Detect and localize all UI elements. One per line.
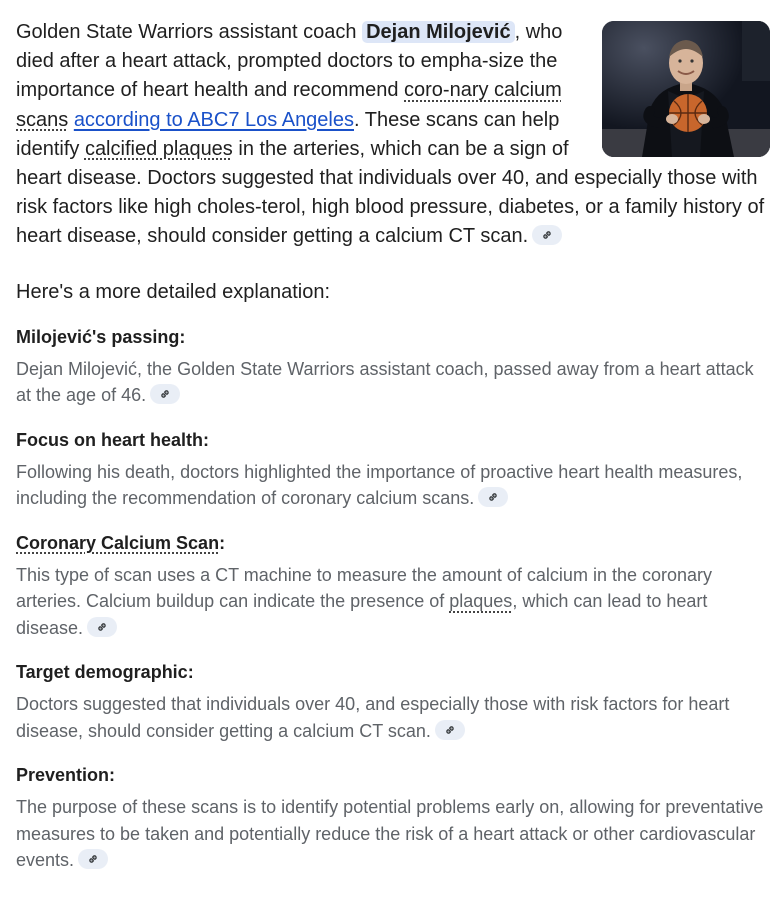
section-body [16, 356, 772, 409]
term-calcified-plaques[interactable]: calcified plaques [84, 137, 233, 160]
coach-photo-image [602, 21, 770, 157]
link-icon [159, 388, 171, 400]
link-icon [444, 724, 456, 736]
term-coronary-calcium-scans[interactable]: coro-nary calcium scans [16, 79, 562, 131]
section-title [16, 530, 772, 556]
source-chip[interactable] [150, 384, 180, 404]
intro-text-4: . These scans can help identify [16, 108, 560, 160]
link-icon [96, 621, 108, 633]
section-body-text: Dejan Milojević, the Golden State Warriors assistant coach, passed away from a heart attack at the age of 46. [16, 358, 754, 406]
intro-text-5: in the arteries, which can be a sign of heart disease. Doctors suggested that individuals over 40, and especially those with risk factors like high choles-terol, high blood pressure, diabetes, or a family history of heart disease, should consider getting a calcium CT scan. [16, 137, 765, 248]
link-icon [541, 229, 553, 241]
section-title: Prevention: [16, 765, 116, 786]
source-chip[interactable] [87, 617, 117, 637]
intro-text-1: Golden State Warriors assistant coach [16, 21, 363, 43]
source-chip[interactable] [435, 720, 465, 740]
coach-photo[interactable] [602, 21, 770, 157]
section-target-demographic [16, 659, 772, 744]
section-calcium-scan [16, 530, 772, 642]
term-coronary-calcium-scan[interactable]: Coronary Calcium Scan [16, 532, 220, 553]
section-body [16, 459, 772, 512]
source-chip[interactable] [478, 487, 508, 507]
source-chip[interactable] [532, 225, 562, 245]
section-body [16, 562, 772, 642]
detail-heading: Here's a more detailed explanation: [16, 280, 331, 303]
section-body-text: Doctors suggested that individuals over 40, and especially those with risk factors for heart disease, should consider getting a calcium CT scan. [16, 694, 730, 741]
section-body [16, 691, 772, 744]
section-title: Milojević's passing: [16, 326, 186, 347]
intro-paragraph [16, 18, 772, 252]
ai-overview-content [16, 18, 772, 874]
section-body-text: Following his death, doctors highlighted the importance of proactive heart health measures, including the recommendation of coronary calcium scans. [16, 461, 743, 509]
section-passing [16, 324, 772, 409]
section-title-suffix: : [219, 532, 226, 553]
link-icon [87, 853, 99, 865]
intro-text-2: , who died after a heart attack, prompted doctors to empha-size the importance of heart health and recommend [16, 21, 563, 102]
section-body-text: This type of scan uses a CT machine to measure the amount of calcium in the coronary arteries. Calcium buildup can indicate the presence of [16, 564, 713, 612]
link-icon [487, 491, 499, 503]
section-body-text: , which can lead to heart disease. [16, 591, 708, 638]
section-body-text: The purpose of these scans is to identify potential problems early on, allowing for preventative measures to be taken and potentially reduce the risk of a heart attack or other cardiovascular events. [16, 797, 764, 871]
section-body [16, 794, 772, 874]
section-title: Target demographic: [16, 662, 194, 683]
source-link-abc7[interactable]: according to ABC7 Los Angeles [73, 108, 354, 131]
source-chip[interactable] [78, 849, 108, 869]
section-heart-health [16, 427, 772, 512]
section-title: Focus on heart health: [16, 429, 210, 450]
highlighted-name[interactable]: Dejan Milojević [362, 21, 515, 43]
term-plaques[interactable]: plaques [449, 591, 513, 612]
section-prevention [16, 762, 772, 874]
